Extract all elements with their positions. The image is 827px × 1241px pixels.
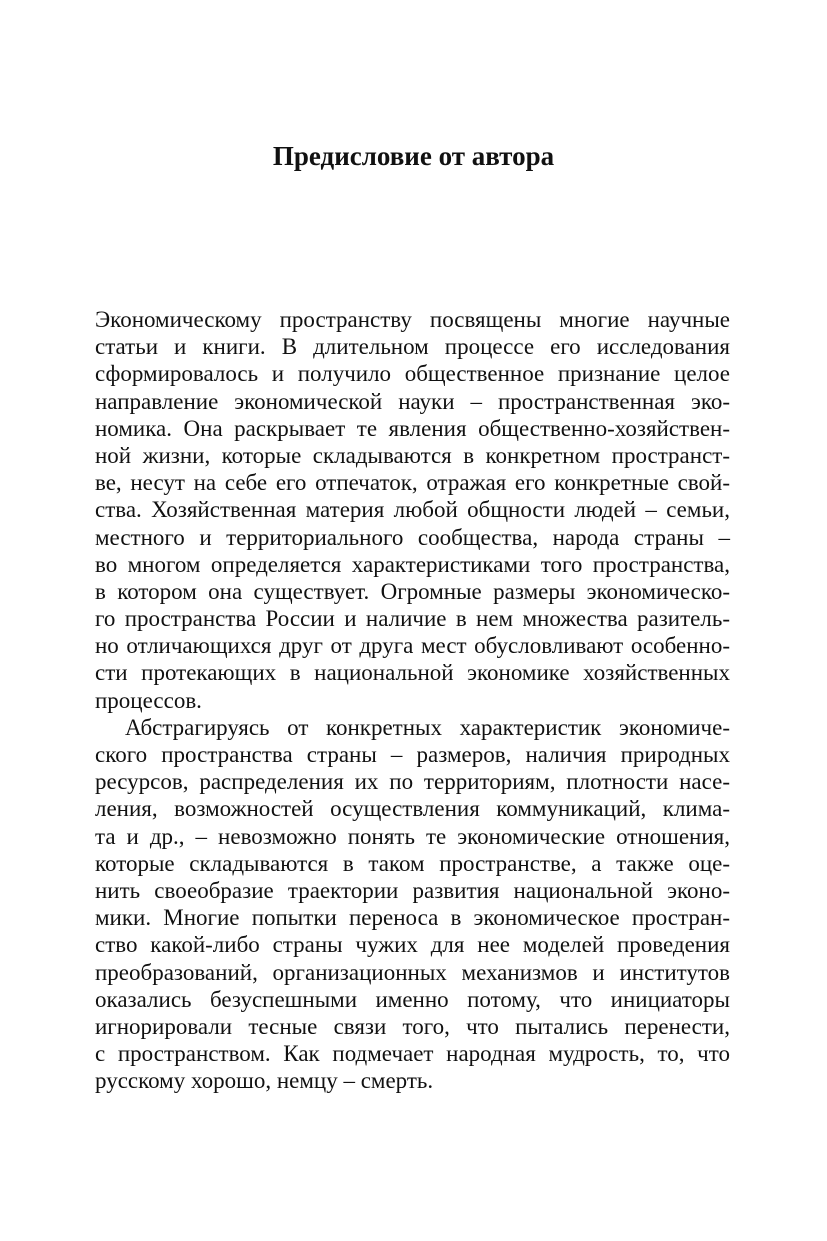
- text-line: которые складываются в таком пространстве, а также оце-: [95, 850, 730, 876]
- text-line: направление экономической науки – пространственная эко-: [95, 388, 730, 414]
- body-text: [95, 306, 730, 1094]
- text-line: ство какой-либо страны чужих для нее моделей проведения: [95, 932, 730, 958]
- text-line: преобразований, организационных механизмов и институтов: [95, 959, 730, 985]
- text-line: номика. Она раскрывает те явления общественно-хозяйствен-: [95, 415, 730, 441]
- text-line: ресурсов, распределения их по территориям, плотности насе-: [95, 769, 730, 795]
- text-line: оказались безуспешными именно потому, что инициаторы: [95, 986, 730, 1012]
- text-line: сформировалось и получило общественное признание целое: [95, 361, 730, 387]
- text-line: Экономическому пространству посвящены многие научные: [95, 307, 730, 332]
- text-line: русскому хорошо, немцу – смерть.: [95, 1068, 434, 1094]
- text-line: мики. Многие попытки переноса в экономическое простран-: [95, 905, 730, 931]
- text-line: сти протекающих в национальной экономике хозяйственных: [95, 660, 730, 686]
- text-line: го пространства России и наличие в нем множества разитель-: [95, 606, 730, 632]
- text-line: статьи и книги. В длительном процессе его исследования: [95, 334, 730, 360]
- paragraph-1: [95, 306, 730, 714]
- text-line: та и др., – невозможно понять те экономические отношения,: [95, 823, 730, 849]
- text-line: ского пространства страны – размеров, наличия природных: [95, 742, 730, 767]
- text-line: с пространством. Как подмечает народная мудрость, то, что: [95, 1041, 730, 1067]
- text-line: нить своеобразие траектории развития национальной эконо-: [95, 877, 730, 903]
- paragraph-2: [95, 714, 730, 1095]
- text-line: ной жизни, которые складываются в конкретном пространст-: [95, 442, 730, 468]
- text-line: во многом определяется характеристиками того пространства,: [95, 551, 730, 577]
- text-line: ства. Хозяйственная материя любой общности людей – семьи,: [95, 497, 730, 523]
- page-title: Предисловие от автора: [272, 141, 555, 171]
- text-line: но отличающихся друг от друга мест обусловливают особенно-: [95, 633, 730, 659]
- text-line: ве, несут на себе его отпечаток, отражая его конкретные свой-: [95, 470, 730, 496]
- text-line: процессов.: [95, 687, 202, 713]
- text-line: ления, возможностей осуществления коммуникаций, клима-: [95, 796, 730, 822]
- text-line: игнорировали тесные связи того, что пытались перенести,: [95, 1013, 730, 1039]
- text-line: местного и территориального сообщества, народа страны –: [95, 524, 730, 550]
- text-line: в котором она существует. Огромные размеры экономическо-: [95, 578, 730, 604]
- text-line: Абстрагируясь от конкретных характеристик экономиче-: [125, 714, 730, 740]
